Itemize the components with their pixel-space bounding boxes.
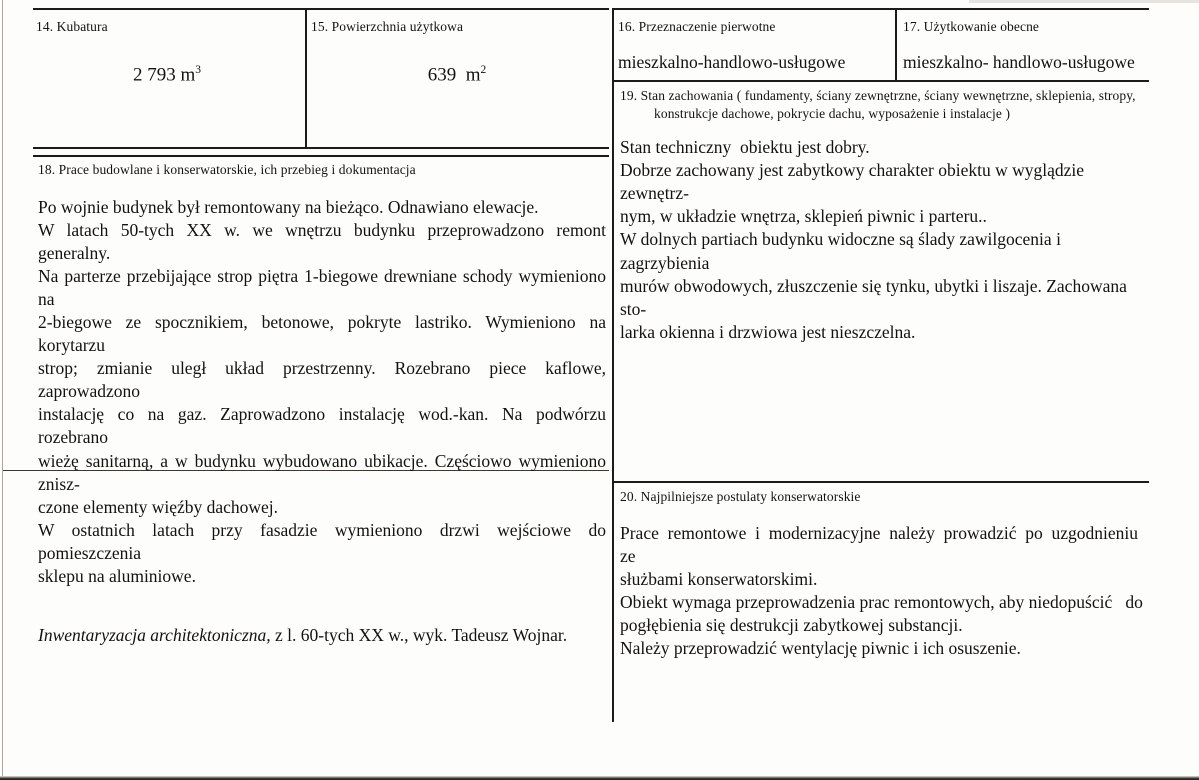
field-20-line: Prace remontowe i modernizacyjne należy prowadzić po uzgodnieniu ze xyxy=(620,522,1147,566)
field-18-prace-budowlane xyxy=(38,161,611,647)
scan-edge-top-right xyxy=(969,0,1199,3)
field-14-label: 14. Kubatura xyxy=(36,19,108,34)
field-15-unit: m xyxy=(465,64,481,86)
field-19-label xyxy=(620,87,1148,122)
rule-divider-14-15 xyxy=(305,10,307,148)
field-16-value: mieszkalno-handlowo-usługowe xyxy=(618,51,846,72)
field-17-value: mieszkalno- handlowo-usługowe xyxy=(903,51,1135,72)
field-15-value xyxy=(311,64,603,86)
field-19-line: Stan techniczny obiektu jest dobry. xyxy=(620,137,870,158)
field-20-postulaty-konserwatorskie xyxy=(620,488,1148,660)
field-19-line: murów obwodowych, złuszczenie się tynku, ubytki i liszaje. Zachowana sto- xyxy=(620,275,1132,319)
field-14-number: 2 793 xyxy=(132,64,176,86)
field-15-powierzchnia-uzytkowa xyxy=(311,18,603,144)
field-16-przeznaczenie-pierwotne xyxy=(618,18,890,76)
rule-top-18 xyxy=(33,155,609,157)
field-20-label: 20. Najpilniejsze postulaty konserwatorskie xyxy=(620,489,861,504)
field-17-label: 17. Użytkowanie obecne xyxy=(903,19,1040,34)
field-19-label-line-1: 19. Stan zachowania ( fundamenty, ściany zewnętrzne, ściany wewnętrzne, sklepienia, stropy, xyxy=(620,88,1136,103)
field-19-line: Dobrze zachowany jest zabytkowy charakter obiektu w wyglądzie zewnętrz- xyxy=(620,160,1089,204)
field-18-line: Na parterze przebijające strop piętra 1-biegowe drewniane schody wymieniono na xyxy=(38,265,611,309)
field-18-reference-detail: z l. 60-tych XX w., wyk. Tadeusz Wojnar. xyxy=(270,625,568,646)
field-18-label: 18. Prace budowlane i konserwatorskie, ich przebieg i dokumentacja xyxy=(38,162,416,177)
rule-center-divider xyxy=(612,8,614,722)
rule-bottom-14-15 xyxy=(33,147,609,149)
field-14-value xyxy=(36,64,298,86)
field-19-line: larka okienna i drzwiowa jest nieszczelna. xyxy=(620,321,916,342)
field-20-line: Obiekt wymaga przeprowadzenia prac remontowych, aby niedopuścić do xyxy=(620,591,1143,612)
field-16-label: 16. Przeznaczenie pierwotne xyxy=(618,19,776,34)
field-19-label-line-2: konstrukcje dachowe, pokrycie dachu, wyposażenie i instalacje ) xyxy=(654,105,1011,121)
field-18-line: sklepu na aluminiowe. xyxy=(38,566,196,587)
field-18-line: strop; zmianie uległ układ przestrzenny. Rozebrano piece kaflowe, zaprowadzono xyxy=(38,358,611,402)
field-18-body xyxy=(38,196,611,589)
field-19-line: nym, w układzie wnętrza, sklepień piwnic i parteru.. xyxy=(620,206,987,227)
field-18-reference-title: Inwentaryzacja architektoniczna, xyxy=(38,625,271,646)
field-19-stan-zachowania xyxy=(620,87,1148,344)
field-20-body xyxy=(620,522,1148,661)
rule-divider-16-17 xyxy=(895,10,897,80)
field-18-line: wieżę sanitarną, a w budynku wybudowano ubikacje. Częściowo wymieniono znisz- xyxy=(38,450,611,494)
field-19-body xyxy=(620,136,1148,344)
field-18-line: czone elementy więźby dachowej. xyxy=(38,496,279,517)
rule-top-right xyxy=(612,8,1149,10)
field-18-line: W latach 50-tych XX w. we wnętrzu budynku przeprowadzono remont generalny. xyxy=(38,219,611,263)
scan-edge-left xyxy=(2,0,3,780)
rule-bottom-16-17 xyxy=(612,80,1149,82)
field-15-number: 639 xyxy=(427,64,457,86)
field-18-line: Po wojnie budynek był remontowany na bieżąco. Odnawiano elewacje. xyxy=(38,196,539,217)
field-14-exponent: 3 xyxy=(195,64,202,76)
field-14-unit: m xyxy=(180,64,196,86)
field-14-kubatura xyxy=(36,18,298,144)
field-18-line: 2-biegowe ze spocznikiem, betonowe, pokryte lastriko. Wymieniono na korytarzu xyxy=(38,312,611,356)
field-20-line: Należy przeprowadzić wentylację piwnic i ich osuszenie. xyxy=(620,638,1021,659)
field-20-line: służbami konserwatorskimi. xyxy=(620,568,818,589)
field-15-label: 15. Powierzchnia użytkowa xyxy=(311,19,464,34)
field-18-line: instalację co na gaz. Zaprowadzono instalację wod.-kan. Na podwórzu rozebrano xyxy=(38,404,611,448)
field-15-exponent: 2 xyxy=(480,64,487,76)
rule-top-20 xyxy=(612,481,1149,483)
field-18-reference xyxy=(38,624,606,647)
field-18-line: W ostatnich latach przy fasadzie wymieniono drzwi wejściowe do pomieszczenia xyxy=(38,519,611,563)
field-19-line: W dolnych partiach budynku widoczne są ślady zawilgocenia i zagrzybienia xyxy=(620,229,1066,273)
scan-edge-bottom xyxy=(0,776,1199,780)
field-17-uzytkowanie-obecne xyxy=(903,18,1149,76)
field-20-line: pogłębienia się destrukcji zabytkowej substancji. xyxy=(620,614,963,635)
rule-top-left xyxy=(33,8,609,10)
